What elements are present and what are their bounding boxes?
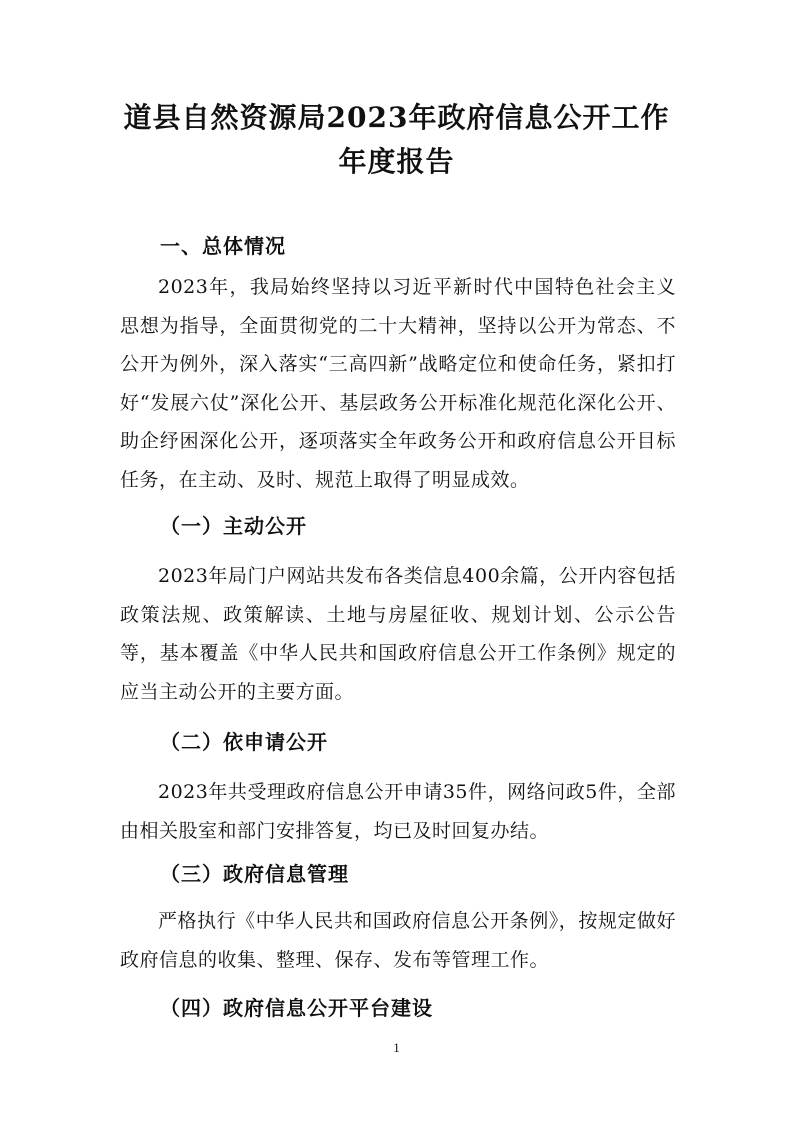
page-number: 1 (393, 1040, 400, 1055)
section-heading-platform-construction: （四）政府信息公开平台建设 (160, 996, 433, 1020)
section-paragraph-proactive-disclosure: 2023年局门户网站共发布各类信息400余篇，公开内容包括政策法规、政策解读、土地与房屋征收、规划计划、公示公告等，基本覆盖《中华人民共和国政府信息公开工作条例》规定的应当主动公开的主要方面。 (120, 565, 676, 703)
document-title-line1: 道县自然资源局2023年政府信息公开工作 (123, 101, 670, 134)
section-paragraph-information-management: 严格执行《中华人民共和国政府信息公开条例》，按规定做好政府信息的收集、整理、保存、发布等管理工作。 (120, 910, 676, 971)
section-heading-information-management: （三）政府信息管理 (160, 862, 349, 886)
section-heading-overview: 一、总体情况 (160, 234, 286, 258)
section-paragraph-overview: 2023年，我局始终坚持以习近平新时代中国特色社会主义思想为指导，全面贯彻党的二十大精神，坚持以公开为常态、不公开为例外，深入落实“三高四新”战略定位和使命任务，紧扣打好“发展六仗”深化公开、基层政务公开标准化规范化深化公开、助企纾困深化公开，逐项落实全年政务公开和政府信息公开目标任务，在主动、及时、规范上取得了明显成效。 (120, 276, 676, 491)
section-heading-proactive-disclosure: （一）主动公开 (160, 514, 307, 538)
document-title-line2: 年度报告 (338, 145, 455, 178)
section-heading-disclosure-on-request: （二）依申请公开 (160, 730, 328, 754)
section-paragraph-disclosure-on-request: 2023年共受理政府信息公开申请35件，网络问政5件，全部由相关股室和部门安排答复，均已及时回复办结。 (120, 781, 676, 842)
